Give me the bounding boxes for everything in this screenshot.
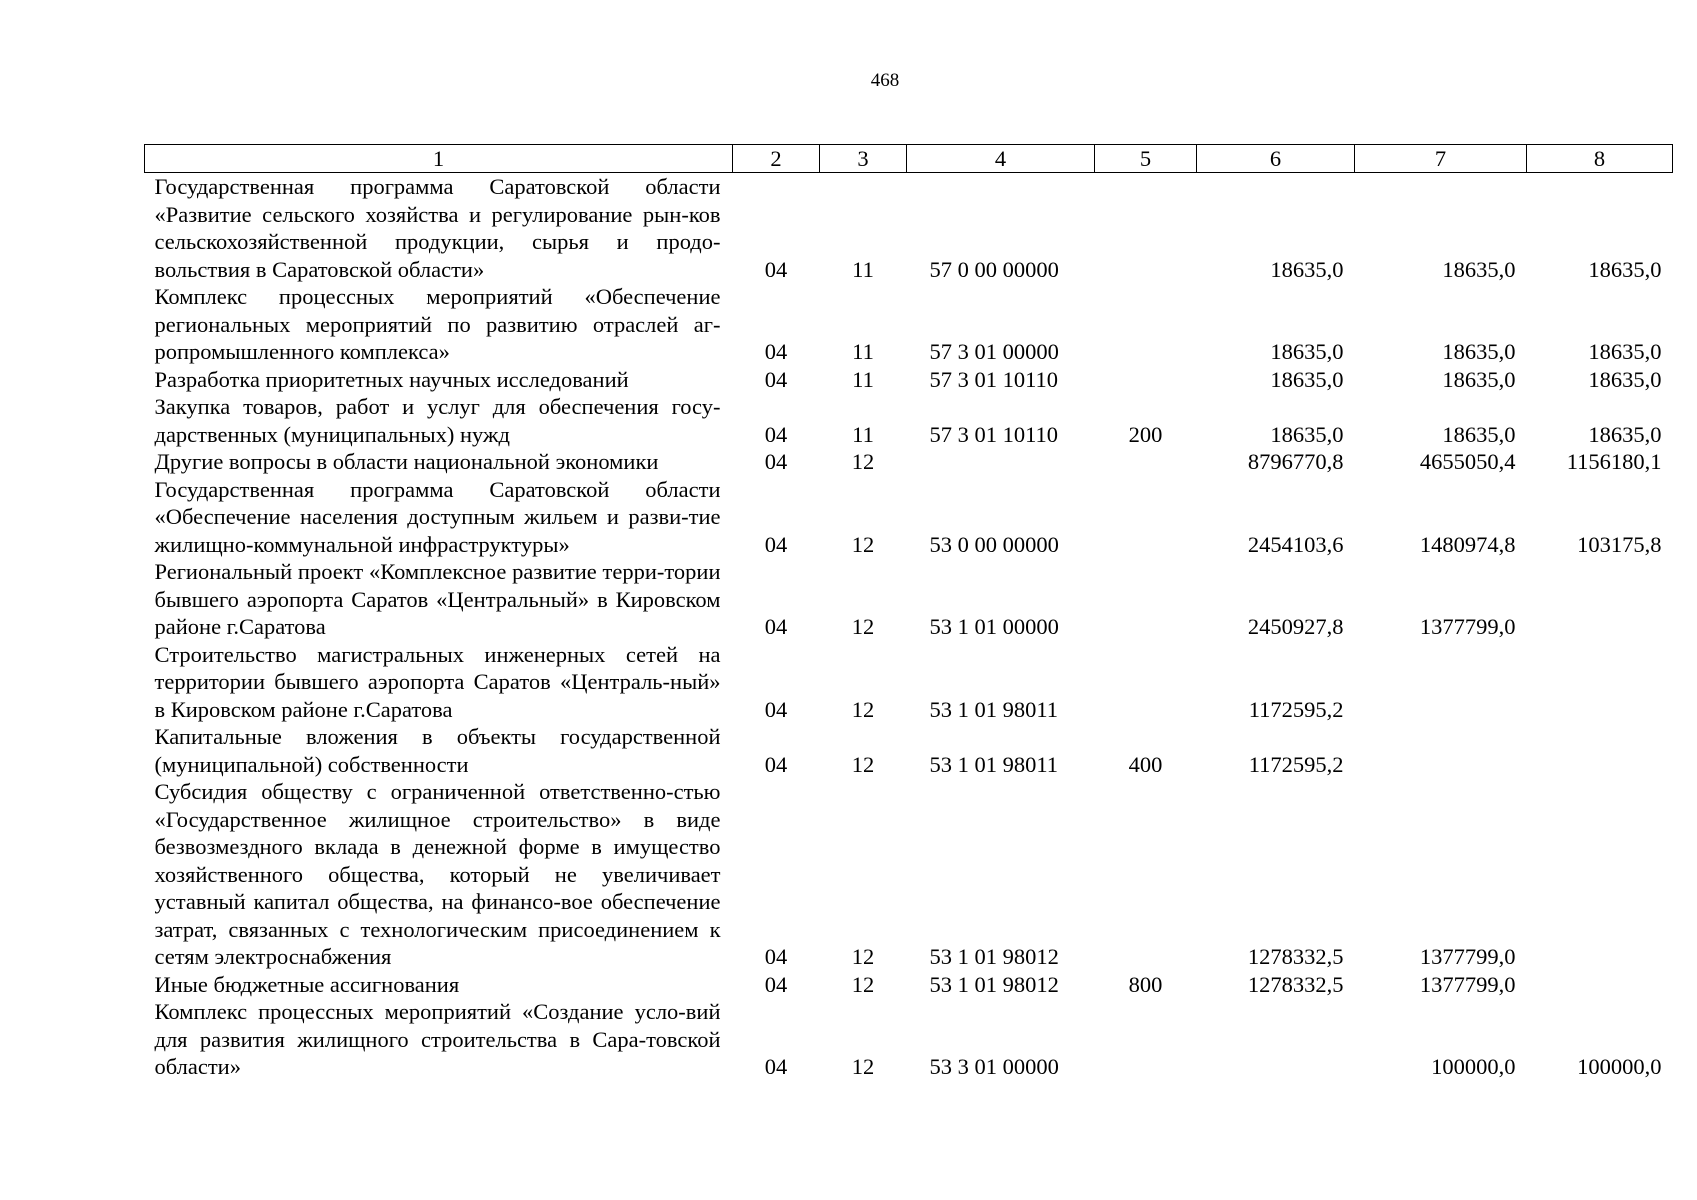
subsection-code-cell: 11 xyxy=(852,339,874,364)
table-row xyxy=(145,971,1673,999)
amount-year-3-cell: 103175,8 xyxy=(1577,531,1662,557)
subsection-code-cell: 12 xyxy=(851,944,875,969)
amount-year-1-cell: 18635,0 xyxy=(1270,339,1344,364)
amount-year-1-cell: 18635,0 xyxy=(1270,256,1344,282)
target-article-cell: 53 0 00 00000 xyxy=(929,531,1059,557)
row-name-cell: Разработка приоритетных научных исследований xyxy=(154,366,629,392)
amount-year-1-cell: 2450927,8 xyxy=(1247,614,1344,639)
section-code-cell: 04 xyxy=(764,971,788,997)
section-code-cell: 04 xyxy=(764,366,788,392)
amount-year-1-cell: 2454103,6 xyxy=(1247,531,1344,557)
table-row xyxy=(145,283,1673,366)
amount-year-3-cell: 100000,0 xyxy=(1577,1054,1662,1079)
subsection-code-cell: 11 xyxy=(852,256,874,282)
target-article-cell: 57 3 01 00000 xyxy=(929,339,1059,364)
section-code-cell: 04 xyxy=(764,1054,788,1079)
amount-year-2-cell: 18635,0 xyxy=(1442,256,1516,282)
row-name-cell: Государственная программа Саратовской области «Обеспечение населения доступным жильем и разви-тие жилищно-коммунальной инфраструктуры» xyxy=(154,476,721,557)
amount-year-1-cell: 18635,0 xyxy=(1270,421,1344,447)
amount-year-2-cell: 18635,0 xyxy=(1442,366,1516,392)
amount-year-1-cell: 1278332,5 xyxy=(1247,944,1344,969)
subsection-code-cell: 11 xyxy=(852,366,874,392)
amount-year-3-cell xyxy=(1527,723,1673,778)
amount-year-3-cell: 18635,0 xyxy=(1588,421,1662,447)
subsection-code-cell: 12 xyxy=(851,971,875,997)
subsection-code-cell: 12 xyxy=(851,449,875,474)
amount-year-1-cell: 1172595,2 xyxy=(1248,696,1344,722)
target-article-cell xyxy=(907,448,1095,476)
section-code-cell: 04 xyxy=(764,944,788,969)
target-article-cell: 53 1 01 98011 xyxy=(929,696,1059,722)
amount-year-1-cell: 1278332,5 xyxy=(1247,971,1344,997)
amount-year-3-cell xyxy=(1527,778,1673,971)
amount-year-3-cell: 18635,0 xyxy=(1588,339,1662,364)
expense-type-cell: 400 xyxy=(1128,751,1163,777)
row-name-cell: Государственная программа Саратовской области «Развитие сельского хозяйства и регулирование рын-ков сельскохозяйственной продукции, сырья и продо-вольствия в Саратовской области» xyxy=(154,174,721,282)
subsection-code-cell: 12 xyxy=(851,696,875,722)
amount-year-1-cell xyxy=(1197,998,1355,1081)
row-name-cell: Иные бюджетные ассигнования xyxy=(154,971,460,997)
expense-type-cell xyxy=(1095,366,1197,394)
column-header-4: 4 xyxy=(907,145,1095,173)
amount-year-3-cell: 1156180,1 xyxy=(1566,449,1662,474)
amount-year-1-cell: 18635,0 xyxy=(1270,366,1344,392)
amount-year-3-cell xyxy=(1527,558,1673,641)
expense-type-cell xyxy=(1095,448,1197,476)
subsection-code-cell: 12 xyxy=(851,1054,875,1079)
expense-type-cell: 200 xyxy=(1128,421,1163,447)
row-name-cell: Комплекс процессных мероприятий «Обеспечение региональных мероприятий по развитию отраслей аг-ропромышленного комплекса» xyxy=(154,284,721,364)
column-header-3: 3 xyxy=(820,145,907,173)
table-row xyxy=(145,476,1673,559)
section-code-cell: 04 xyxy=(764,449,788,474)
target-article-cell: 57 3 01 10110 xyxy=(929,366,1059,392)
column-header-8: 8 xyxy=(1527,145,1673,173)
target-article-cell: 53 1 01 98012 xyxy=(929,971,1059,997)
table-row xyxy=(145,393,1673,448)
column-header-6: 6 xyxy=(1197,145,1355,173)
expense-type-cell xyxy=(1095,998,1197,1081)
table-row xyxy=(145,173,1673,284)
amount-year-2-cell: 4655050,4 xyxy=(1419,449,1516,474)
table-row xyxy=(145,778,1673,971)
expense-type-cell xyxy=(1095,173,1197,284)
amount-year-2-cell: 1480974,8 xyxy=(1419,531,1516,557)
table-row xyxy=(145,723,1673,778)
amount-year-2-cell xyxy=(1355,723,1527,778)
row-name-cell: Региональный проект «Комплексное развитие терри-тории бывшего аэропорта Саратов «Центральный» в Кировском районе г.Саратова xyxy=(154,559,721,639)
page-number: 468 xyxy=(870,70,900,91)
subsection-code-cell: 12 xyxy=(851,531,875,557)
section-code-cell: 04 xyxy=(764,696,788,722)
section-code-cell: 04 xyxy=(764,751,788,777)
row-name-cell: Строительство магистральных инженерных сетей на территории бывшего аэропорта Саратов «Централь-ный» в Кировском районе г.Саратова xyxy=(154,641,721,722)
subsection-code-cell: 12 xyxy=(851,614,875,639)
section-code-cell: 04 xyxy=(764,256,788,282)
expense-type-cell xyxy=(1095,778,1197,971)
section-code-cell: 04 xyxy=(764,614,788,639)
amount-year-2-cell: 1377799,0 xyxy=(1419,944,1516,969)
column-number-header-row xyxy=(145,145,1673,173)
table-row xyxy=(145,448,1673,476)
target-article-cell: 57 0 00 00000 xyxy=(929,256,1059,282)
row-name-cell: Субсидия обществу с ограниченной ответственно-стью «Государственное жилищное строительство» в виде безвозмездного вклада в денежной форме в имущество хозяйственного общества, который не увеличивает уставный капитал общества, на финансо-вое обеспечение затрат, связанных с технологическим присоединением к сетям электроснабжения xyxy=(154,779,721,969)
target-article-cell: 53 1 01 00000 xyxy=(929,614,1059,639)
column-header-7: 7 xyxy=(1355,145,1527,173)
target-article-cell: 57 3 01 10110 xyxy=(929,421,1059,447)
row-name-cell: Закупка товаров, работ и услуг для обеспечения госу-дарственных (муниципальных) нужд xyxy=(154,394,721,447)
table-row xyxy=(145,641,1673,724)
amount-year-2-cell: 1377799,0 xyxy=(1419,971,1516,997)
row-name-cell: Капитальные вложения в объекты государственной (муниципальной) собственности xyxy=(154,724,721,777)
amount-year-1-cell: 1172595,2 xyxy=(1248,751,1344,777)
expense-type-cell xyxy=(1095,641,1197,724)
table-row xyxy=(145,558,1673,641)
amount-year-3-cell: 18635,0 xyxy=(1588,256,1662,282)
amount-year-2-cell: 18635,0 xyxy=(1442,421,1516,447)
amount-year-2-cell: 100000,0 xyxy=(1431,1054,1516,1079)
expense-type-cell: 800 xyxy=(1128,971,1163,997)
subsection-code-cell: 11 xyxy=(852,421,874,447)
column-header-1: 1 xyxy=(145,145,733,173)
target-article-cell: 53 3 01 00000 xyxy=(929,1054,1059,1079)
amount-year-3-cell xyxy=(1527,971,1673,999)
section-code-cell: 04 xyxy=(764,339,788,364)
amount-year-2-cell: 1377799,0 xyxy=(1419,614,1516,639)
column-header-2: 2 xyxy=(733,145,820,173)
amount-year-3-cell: 18635,0 xyxy=(1588,366,1662,392)
expense-type-cell xyxy=(1095,558,1197,641)
amount-year-2-cell xyxy=(1355,641,1527,724)
amount-year-2-cell: 18635,0 xyxy=(1442,339,1516,364)
section-code-cell: 04 xyxy=(764,421,788,447)
column-header-5: 5 xyxy=(1095,145,1197,173)
section-code-cell: 04 xyxy=(764,531,788,557)
amount-year-1-cell: 8796770,8 xyxy=(1247,449,1344,474)
table-row xyxy=(145,998,1673,1081)
target-article-cell: 53 1 01 98011 xyxy=(929,751,1059,777)
target-article-cell: 53 1 01 98012 xyxy=(929,944,1059,969)
budget-table xyxy=(144,144,1673,1081)
expense-type-cell xyxy=(1095,476,1197,559)
table-row xyxy=(145,366,1673,394)
amount-year-3-cell xyxy=(1527,641,1673,724)
row-name-cell: Другие вопросы в области национальной экономики xyxy=(154,449,659,474)
row-name-cell: Комплекс процессных мероприятий «Создание усло-вий для развития жилищного строительства в Сара-товской области» xyxy=(154,999,721,1079)
subsection-code-cell: 12 xyxy=(851,751,875,777)
expense-type-cell xyxy=(1095,283,1197,366)
